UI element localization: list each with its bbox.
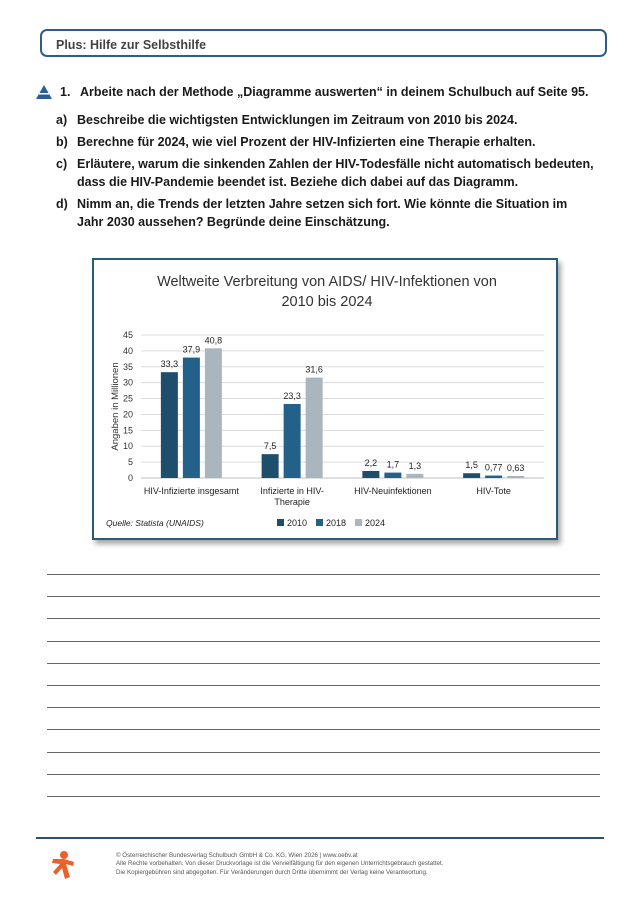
legend-label: 2018 xyxy=(326,518,347,528)
data-label: 37,9 xyxy=(182,344,201,355)
answer-line[interactable] xyxy=(47,707,600,708)
answer-line[interactable] xyxy=(47,685,600,686)
answer-line[interactable] xyxy=(47,774,600,775)
task-section xyxy=(36,84,606,235)
publisher-logo-icon xyxy=(50,850,78,880)
footer-line: © Österreichischer Bundesverlag Schulbuch GmbH & Co. KG, Wien 2026 | www.oebv.at xyxy=(116,852,358,859)
data-label: 40,8 xyxy=(204,335,223,346)
subtask-item xyxy=(56,133,606,151)
y-tick-label: 45 xyxy=(122,330,133,340)
task-instruction-row xyxy=(36,84,606,100)
y-tick-label: 20 xyxy=(122,409,133,420)
x-tick-label: Therapie xyxy=(274,497,310,507)
bar-2024 xyxy=(306,378,323,478)
subtask-text: Berechne für 2024, wie viel Prozent der HIV-Infizierten eine Therapie erhalten. xyxy=(77,135,536,149)
y-tick-label: 15 xyxy=(122,425,133,436)
subtask-letter: d) xyxy=(56,197,68,211)
bar-2024 xyxy=(507,476,524,478)
legend-swatch xyxy=(316,519,323,526)
y-tick-label: 30 xyxy=(122,377,133,388)
subtask-letter: c) xyxy=(56,157,68,171)
footer-line: Die Kopiergebühren sind abgegolten. Für Veränderungen durch Dritte übernimmt der Verlag keine Verantwortung. xyxy=(116,868,428,876)
subtask-text: Nimm an, die Trends der letzten Jahre setzen sich fort. Wie könnte die Situation im Jahr 2030 aussehen? Begründe deine Einschätzung. xyxy=(77,197,568,229)
x-tick-label: HIV-Tote xyxy=(476,486,511,496)
data-label: 0,77 xyxy=(484,462,503,473)
chart-source: Quelle: Statista (UNAIDS) xyxy=(106,518,204,528)
difficulty-triangle-icon xyxy=(36,85,52,99)
bar-chart xyxy=(94,260,556,538)
y-axis-label: Angaben in Millionen xyxy=(110,362,121,451)
footer-divider xyxy=(36,837,604,839)
bar-2010 xyxy=(161,372,178,478)
subtask-letter: a) xyxy=(56,113,68,127)
data-label: 31,6 xyxy=(305,364,323,375)
x-tick-label: HIV-Neuinfektionen xyxy=(354,486,432,496)
y-tick-label: 25 xyxy=(122,393,133,404)
footer-copyright xyxy=(116,852,596,877)
subtask-item xyxy=(56,155,606,191)
data-label: 2,2 xyxy=(364,458,378,469)
y-tick-label: 10 xyxy=(122,441,133,452)
x-tick-label: HIV-Infizierte insgesamt xyxy=(143,486,239,496)
legend-swatch xyxy=(355,519,362,526)
chart-frame xyxy=(92,258,558,540)
task-number: 1. xyxy=(60,85,71,99)
header-box xyxy=(40,29,607,57)
bar-2018 xyxy=(384,473,401,478)
footer-line: Alle Rechte vorbehalten. Von dieser Druckvorlage ist die Vervielfältigung für den eigenen Unterrichtsgebrauch gestattet. xyxy=(116,860,444,868)
bar-2024 xyxy=(406,474,423,478)
legend-swatch xyxy=(277,519,284,526)
chart-title: Weltweite Verbreitung von AIDS/ HIV-Infektionen von xyxy=(157,274,497,290)
y-tick-label: 40 xyxy=(122,345,133,356)
data-label: 7,5 xyxy=(263,441,277,452)
answer-line[interactable] xyxy=(47,663,600,664)
data-label: 1,7 xyxy=(386,459,400,470)
answer-line[interactable] xyxy=(47,618,600,619)
legend-label: 2010 xyxy=(287,518,308,528)
data-label: 1,3 xyxy=(408,460,422,471)
data-label: 1,5 xyxy=(465,460,478,471)
bar-2024 xyxy=(205,348,222,478)
subtask-item xyxy=(56,195,606,231)
y-tick-label: 0 xyxy=(127,473,133,483)
task-instruction: Arbeite nach der Methode „Diagramme auswerten“ in deinem Schulbuch auf Seite 95. xyxy=(80,85,589,99)
chart-title: 2010 bis 2024 xyxy=(281,294,373,310)
data-label: 33,3 xyxy=(160,359,179,370)
answer-line[interactable] xyxy=(47,752,600,753)
subtask-text: Beschreibe die wichtigsten Entwicklungen im Zeitraum von 2010 bis 2024. xyxy=(77,113,518,127)
answer-line[interactable] xyxy=(47,596,600,597)
answer-line[interactable] xyxy=(47,796,600,797)
subtask-list xyxy=(56,111,606,231)
x-tick-label: Infizierte in HIV- xyxy=(260,486,324,496)
bar-2010 xyxy=(463,473,480,478)
y-tick-label: 5 xyxy=(127,457,133,468)
data-label: 23,3 xyxy=(283,390,301,401)
answer-line[interactable] xyxy=(47,574,600,575)
answer-line[interactable] xyxy=(47,641,600,642)
bar-2010 xyxy=(362,471,379,478)
bar-2010 xyxy=(262,454,279,478)
data-label: 0,63 xyxy=(506,462,525,473)
legend-label: 2024 xyxy=(365,518,386,528)
bar-2018 xyxy=(183,358,200,478)
header-title: Plus: Hilfe zur Selbsthilfe xyxy=(56,38,207,52)
bar-2018 xyxy=(284,404,301,478)
subtask-text: Erläutere, warum die sinkenden Zahlen der HIV-Todesfälle nicht automatisch bedeuten, dass die HIV-Pandemie beendet ist. Beziehe dich dabei auf das Diagramm. xyxy=(77,157,594,189)
subtask-letter: b) xyxy=(56,135,68,149)
answer-line[interactable] xyxy=(47,729,600,730)
y-tick-label: 35 xyxy=(122,361,133,372)
bar-2018 xyxy=(485,476,502,478)
subtask-item xyxy=(56,111,606,129)
